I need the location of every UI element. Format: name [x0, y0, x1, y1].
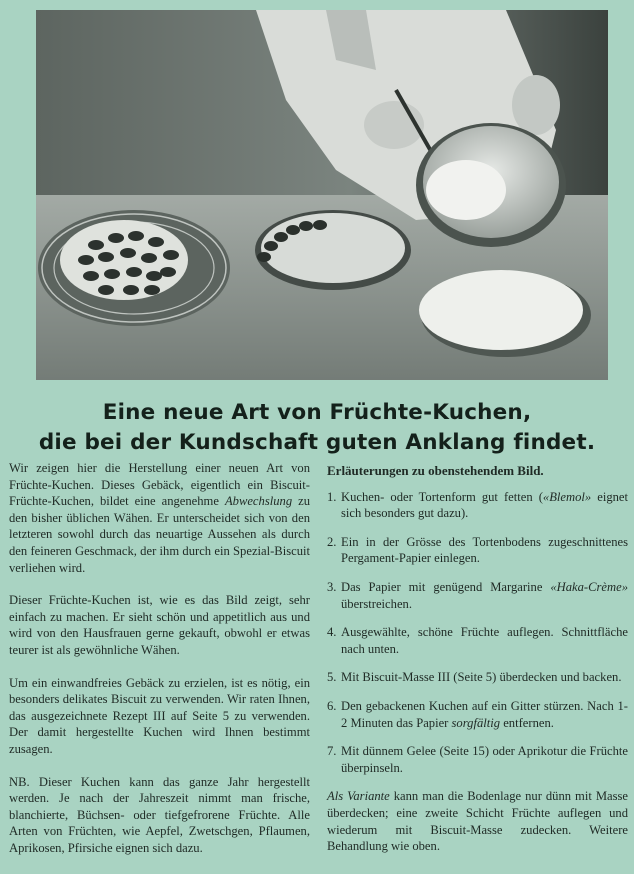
step-text [341, 698, 628, 731]
variant-text: kann man die Bodenlage nur dünn mit Masse überdecken; eine zweite Schicht Früchte auflegen und wiederum mit Biscuit-Masse zudecken. Weitere Behandlung wie oben. [327, 789, 628, 854]
step-number: 5. [327, 670, 337, 685]
step-number: 4. [327, 625, 337, 640]
step-text-part: eignet sich besonders gut dazu). [341, 489, 629, 521]
step-text-part: Ein in der Grösse des Tortenbodens zugeschnittenes Pergament-Papier einlegen. [341, 534, 628, 566]
step-text-part: Kuchen- oder Tortenform gut fetten ( [341, 489, 543, 504]
step-text [341, 743, 628, 776]
baking-photo [36, 10, 608, 380]
instruction-step [327, 669, 628, 686]
step-text-part: entfernen. [500, 715, 554, 730]
headline-line-1: Eine neue Art von Früchte-Kuchen, [102, 400, 532, 425]
intro-paragraph-1-text: Wir zeigen hier die Herstellung einer neuen Art von Früchte-Kuchen. Dieses Gebäck, eigentlich ein Biscuit-Früchte-Kuchen, bildet eine angenehme [9, 461, 310, 509]
intro-paragraph-2: Dieser Früchte-Kuchen ist, wie es das Bild zeigt, sehr einfach zu machen. Er sieht schön und appetitlich aus und wird von den Hausfrauen gerne gekauft, obwohl er etwas teurer ist als gewöhnliche Wähen. [9, 593, 310, 657]
instruction-step [327, 489, 628, 522]
step-number: 3. [327, 579, 337, 594]
step-text-part: Mit dünnem Gelee (Seite 15) oder Aprikotur die Früchte überpinseln. [341, 744, 628, 775]
step-text [341, 489, 628, 522]
step-text-part: Das Papier mit genügend Margarine [341, 579, 551, 594]
step-text-part: überstreichen. [341, 596, 412, 611]
intro-column [9, 460, 310, 872]
intro-paragraph-1-emphasis: Abwechslung [224, 494, 293, 509]
step-text-part: Mit Biscuit-Masse III (Seite 5) überdecken und backen. [341, 670, 622, 685]
instruction-step [327, 579, 628, 612]
variant-emphasis: Als Variante [327, 789, 390, 804]
step-number: 6. [327, 698, 337, 713]
step-number: 2. [327, 534, 337, 549]
variant-note [327, 788, 628, 854]
headline [20, 398, 614, 458]
instruction-step [327, 743, 628, 776]
step-text-part: Ausgewählte, schöne Früchte auflegen. Schnittfläche nach unten. [341, 625, 628, 656]
instructions-title: Erläuterungen zu obenstehendem Bild. [327, 463, 544, 478]
step-number: 1. [327, 489, 337, 504]
step-text-emphasis: «Blemol» [542, 489, 592, 504]
step-text [341, 579, 628, 612]
step-text [341, 669, 628, 686]
intro-paragraph-3: Um ein einwandfreies Gebäck zu erzielen, ist es nötig, ein besonders delikates Biscuit zu verwenden. Wir raten Ihnen, das ausgezeichnete Rezept III auf Seite 5 zu verwenden. Der damit hergestellte Kuchen wird Ihnen bestimmt zusagen. [9, 675, 310, 756]
instruction-step [327, 624, 628, 657]
nb-paragraph: NB. Dieser Kuchen kann das ganze Jahr hergestellt werden. Je nach der Jahreszeit nimmt man frische, blanchierte, Büchsen- oder tiefgefrorene Früchte. Alle Arten von Früchten, wie Aepfel, Zwetschgen, Pflaumen, Aprikosen, Pfirsiche eignen sich dazu. [9, 774, 310, 855]
step-text-emphasis: sorgfältig [451, 715, 501, 730]
instruction-steps [327, 489, 628, 777]
step-number: 7. [327, 744, 337, 759]
intro-paragraph-1 [9, 460, 310, 576]
intro-paragraph-1-text-end: zu den bisher üblichen Wähen. Er unterscheidet sich von den letzteren sowohl durch das neuartige Aussehen als durch den feineren Geschmack, der ihm durch ein Spezial-Biscuit verliehen wird. [9, 494, 311, 575]
instructions-column [327, 460, 628, 855]
baking-photo-illustration [36, 10, 608, 380]
instruction-step [327, 698, 628, 731]
step-text-emphasis: «Haka-Crème» [550, 579, 628, 594]
headline-line-2: die bei der Kundschaft guten Anklang findet. [38, 430, 596, 455]
step-text [341, 534, 628, 567]
step-text-part: Den gebackenen Kuchen auf ein Gitter stürzen. Nach 1-2 Minuten das Papier [341, 698, 628, 730]
instruction-step [327, 534, 628, 567]
step-text [341, 624, 628, 657]
